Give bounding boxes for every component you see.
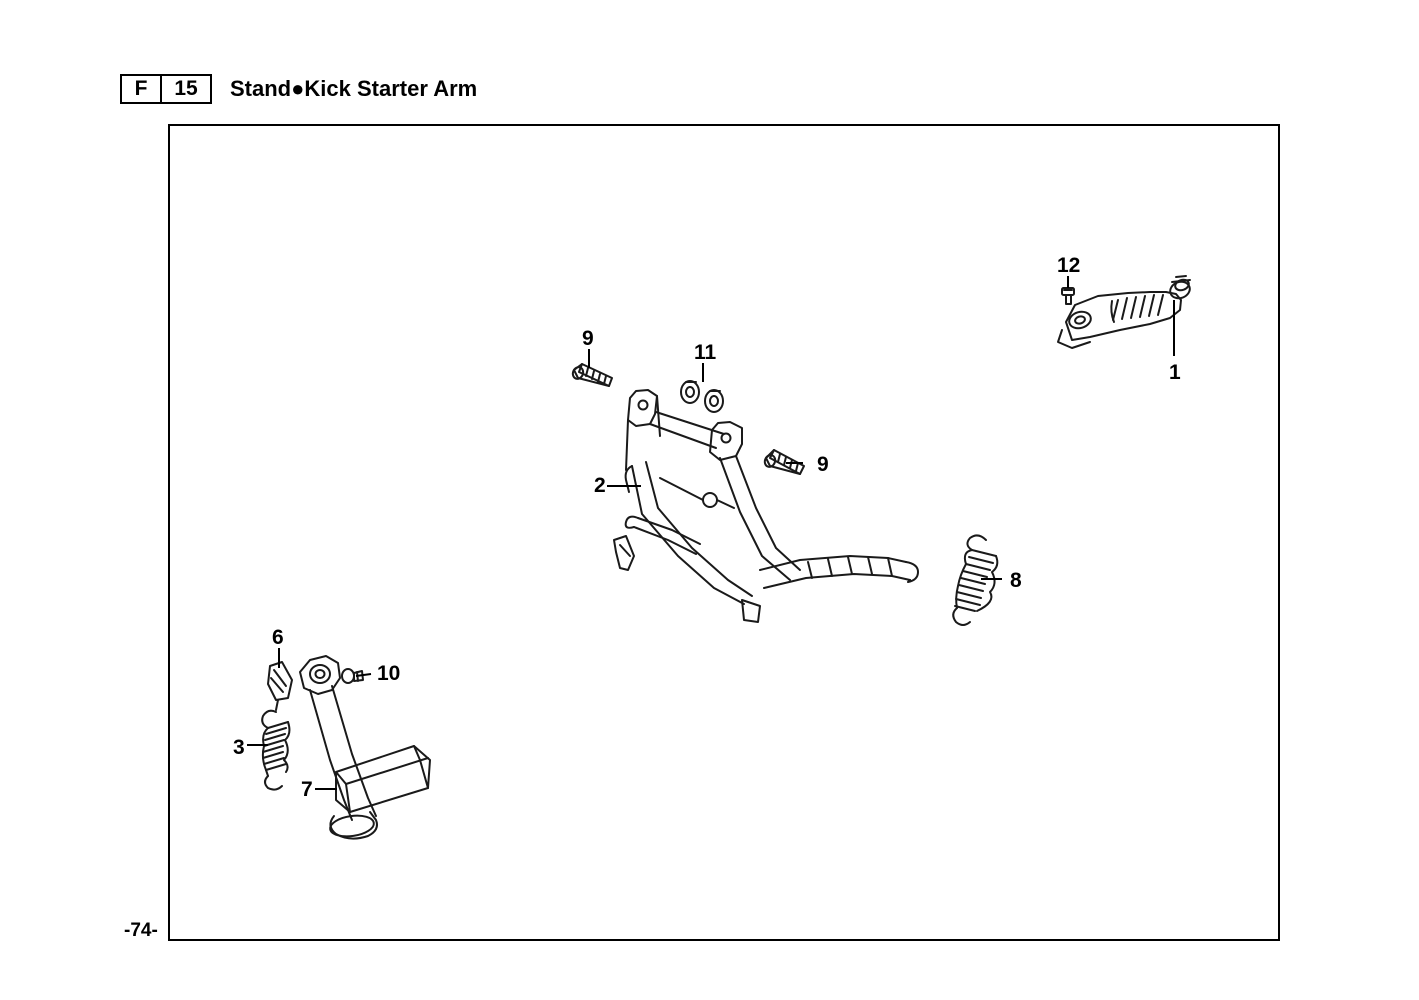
callout-7: 7 <box>301 778 313 801</box>
callout-9a: 9 <box>582 327 594 350</box>
callout-2: 2 <box>594 474 606 497</box>
section-code-box <box>120 74 212 104</box>
callout-11: 11 <box>694 341 717 364</box>
page-number: -74- <box>124 920 158 941</box>
callout-10: 10 <box>377 662 401 685</box>
callout-1: 1 <box>1169 361 1181 384</box>
callout-8: 8 <box>1010 569 1022 592</box>
section-letter: F <box>122 76 162 102</box>
callout-3: 3 <box>233 736 245 759</box>
callout-6: 6 <box>272 626 284 649</box>
diagram-header <box>120 74 477 104</box>
section-number: 15 <box>174 77 198 100</box>
diagram-frame <box>168 124 1280 941</box>
callout-12: 12 <box>1057 254 1081 277</box>
callout-9b: 9 <box>817 453 829 476</box>
page-title: Stand●Kick Starter Arm <box>230 76 478 101</box>
